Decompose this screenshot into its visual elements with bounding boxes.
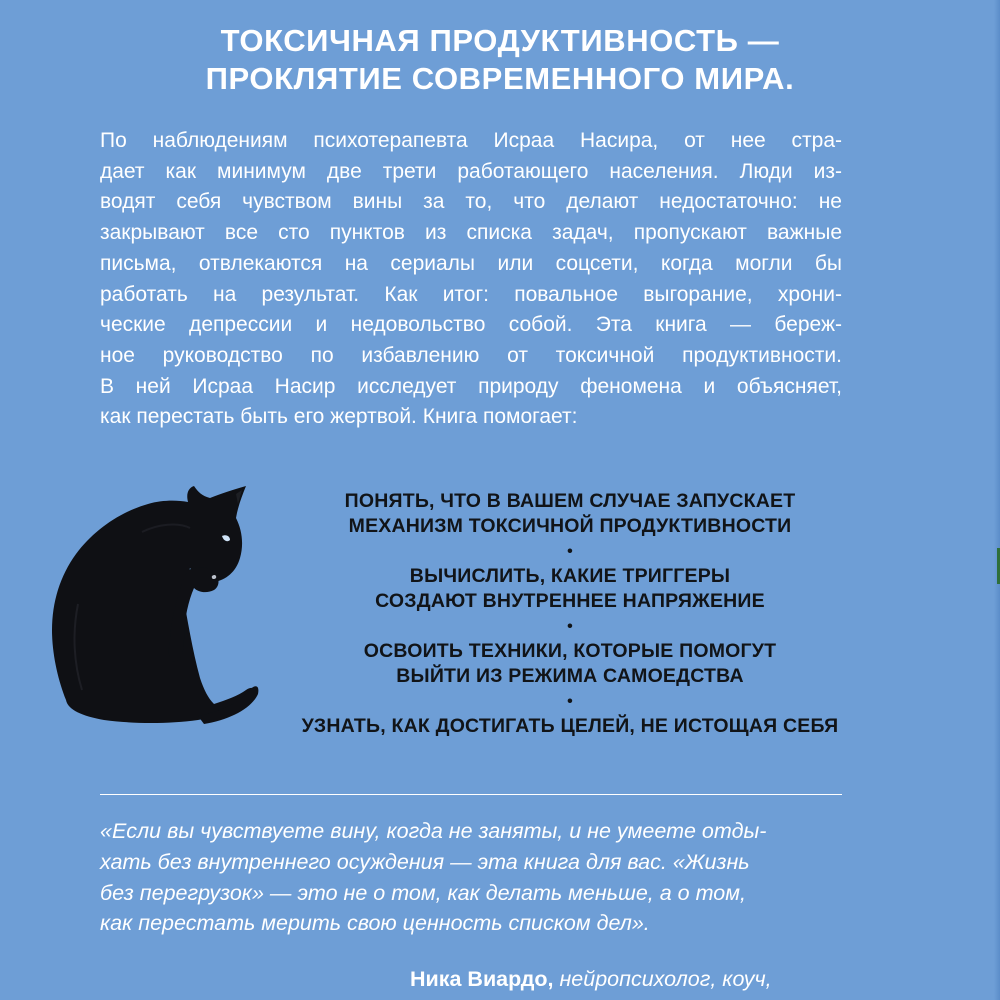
benefit-item [270, 714, 870, 739]
intro-line: ческие депрессии и недовольство собой. Эта книга — береж- [100, 313, 842, 337]
quote-line: «Если вы чувствуете вину, когда не заняты, и не умеете отды- [100, 819, 767, 843]
cover-headline [0, 22, 1000, 98]
intro-line: дает как минимум две трети работающего населения. Люди из- [100, 159, 842, 183]
benefit-line: МЕХАНИЗМ ТОКСИЧНОЙ ПРОДУКТИВНОСТИ [348, 515, 792, 537]
quote-line: без перегрузок» — это не о том, как делать меньше, а о том, [100, 880, 746, 905]
benefit-line: УЗНАТЬ, КАК ДОСТИГАТЬ ЦЕЛЕЙ, НЕ ИСТОЩАЯ СЕБЯ [301, 715, 839, 737]
intro-line: водят себя чувством вины за то, что делают недостаточно: не [100, 190, 842, 214]
quote-author [410, 964, 880, 994]
testimonial-quote [100, 816, 842, 939]
benefit-line: ПОНЯТЬ, ЧТО В ВАШЕМ СЛУЧАЕ ЗАПУСКАЕТ [344, 490, 796, 512]
benefit-item [270, 639, 870, 689]
quote-line: как перестать мерить свою ценность списком дел». [100, 911, 650, 936]
headline-line-1: ТОКСИЧНАЯ ПРОДУКТИВНОСТЬ — [220, 23, 780, 58]
intro-line: работать на результат. Как итог: повальное выгорание, хрони- [100, 282, 842, 306]
benefit-item [270, 489, 870, 539]
headline-line-2: ПРОКЛЯТИЕ СОВРЕМЕННОГО МИРА. [205, 61, 795, 96]
benefits-list [270, 489, 870, 739]
benefit-line: СОЗДАЮТ ВНУТРЕННЕЕ НАПРЯЖЕНИЕ [375, 590, 765, 612]
quote-line: хать без внутреннего осуждения — эта книга для вас. «Жизнь [100, 849, 750, 874]
divider-line [100, 794, 842, 795]
benefit-line: ВЫЙТИ ИЗ РЕЖИМА САМОЕДСТВА [396, 665, 744, 687]
intro-line: письма, отвлекаются на сериалы или соцсети, когда могли бы [100, 251, 842, 275]
intro-line: В ней Исраа Насир исследует природу феномена и объясняет, [100, 374, 842, 398]
benefit-line: ВЫЧИСЛИТЬ, КАКИЕ ТРИГГЕРЫ [409, 565, 731, 587]
author-role: нейропсихолог, коуч, [553, 967, 772, 991]
benefit-line: ОСВОИТЬ ТЕХНИКИ, КОТОРЫЕ ПОМОГУТ [363, 640, 777, 662]
intro-line: ное руководство по избавлению от токсичной продуктивности. [100, 343, 842, 367]
black-cat-licking-paw-icon [38, 484, 268, 734]
page-edge [994, 0, 1000, 1000]
intro-paragraph [100, 126, 842, 433]
intro-line: По наблюдениям психотерапевта Исраа Насира, от нее стра- [100, 129, 842, 152]
author-name: Ника Виардо, [410, 967, 554, 991]
bullet-separator: • [567, 543, 573, 560]
benefit-item [270, 564, 870, 614]
bullet-separator: • [567, 693, 573, 710]
intro-line: закрывают все сто пунктов из списка задач, пропускают важные [100, 221, 842, 245]
intro-line: как перестать быть его жертвой. Книга помогает: [100, 405, 578, 429]
bullet-separator: • [567, 618, 573, 635]
